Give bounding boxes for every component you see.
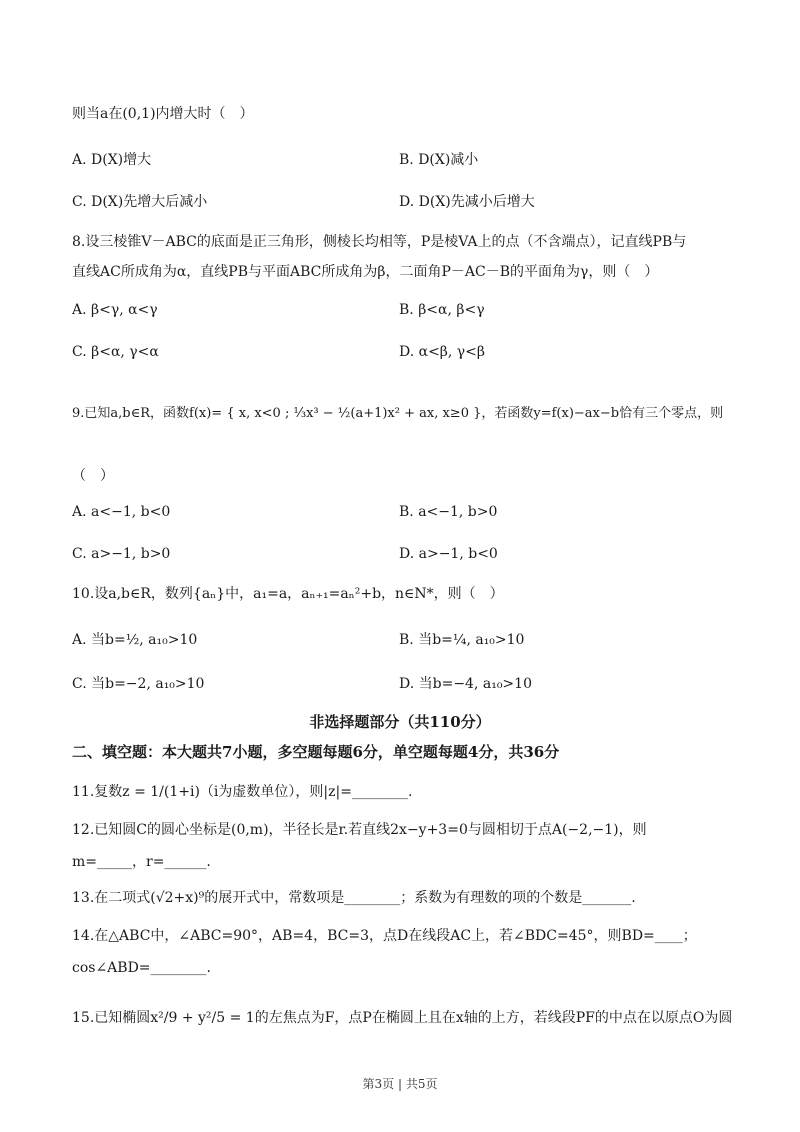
- q7-option-d: D. D(X)先减小后增大: [399, 194, 535, 210]
- q12-line2: m=_____，r=______.: [72, 854, 211, 870]
- q10-stem: 10.设a,b∈R，数列{aₙ}中，a₁=a，aₙ₊₁=aₙ²+b，n∈N*，则（ ）: [72, 586, 504, 602]
- q13: 13.在二项式(√2+x)⁹的展开式中，常数项是________；系数为有理数的项的个数是_______.: [72, 890, 636, 906]
- q7-option-b: B. D(X)减小: [399, 152, 479, 168]
- q14-line1: 14.在△ABC中，∠ABC=90°，AB=4，BC=3，点D在线段AC上，若∠BDC=45°，则BD=____；: [72, 928, 697, 944]
- q9-option-b: B. a<−1, b>0: [399, 504, 498, 520]
- q10-option-b: B. 当b=¼, a₁₀>10: [399, 632, 525, 648]
- q8-option-c: C. β<α, γ<α: [72, 344, 159, 360]
- q12-line1: 12.已知圆C的圆心坐标是(0,m)，半径长是r.若直线2x−y+3=0与圆相切于点A(−2,−1)，则: [72, 822, 647, 838]
- q9-option-c: C. a>−1, b>0: [72, 546, 171, 562]
- q15-line1: 15.已知椭圆x²/9 + y²/5 = 1的左焦点为F，点P在椭圆上且在x轴的上方，若线段PF的中点在以原点O为圆: [72, 1010, 733, 1026]
- q8-option-d: D. α<β, γ<β: [399, 344, 485, 360]
- q9-option-d: D. a>−1, b<0: [399, 546, 498, 562]
- q8-option-a: A. β<γ, α<γ: [72, 302, 158, 318]
- q8-stem-line2: 直线AC所成角为α，直线PB与平面ABC所成角为β，二面角P－AC－B的平面角为γ，则（ ）: [72, 264, 659, 280]
- q8-stem-line1: 8.设三棱锥V－ABC的底面是正三角形，侧棱长均相等，P是棱VA上的点（不含端点），记直线PB与: [72, 234, 687, 250]
- q8-option-b: B. β<α, β<γ: [399, 302, 485, 318]
- page-footer: 第3页 | 共5页: [362, 1077, 438, 1091]
- q14-line2: cos∠ABD=________.: [72, 960, 211, 976]
- q7-stem-continuation: 则当a在(0,1)内增大时（ ）: [72, 106, 254, 122]
- q10-option-d: D. 当b=−4, a₁₀>10: [399, 676, 532, 692]
- q9-option-a: A. a<−1, b<0: [72, 504, 171, 520]
- q9-bracket: （ ）: [72, 468, 114, 484]
- q11: 11.复数z = 1/(1+i)（i为虚数单位），则|z|=________.: [72, 784, 413, 800]
- q10-option-c: C. 当b=−2, a₁₀>10: [72, 676, 205, 692]
- section-heading-fill-in: 二、填空题：本大题共7小题，多空题每题6分，单空题每题4分，共36分: [72, 743, 560, 761]
- q7-option-c: C. D(X)先增大后减小: [72, 194, 208, 210]
- q9-stem: 9.已知a,b∈R，函数f(x)= { x, x<0 ; ⅓x³ − ½(a+1)x² + ax, x≥0 }，若函数y=f(x)−ax−b恰有三个零点，则: [72, 406, 724, 421]
- q10-option-a: A. 当b=½, a₁₀>10: [72, 632, 198, 648]
- q7-option-a: A. D(X)增大: [72, 152, 152, 168]
- section-title-non-choice: 非选择题部分（共110分）: [309, 713, 491, 731]
